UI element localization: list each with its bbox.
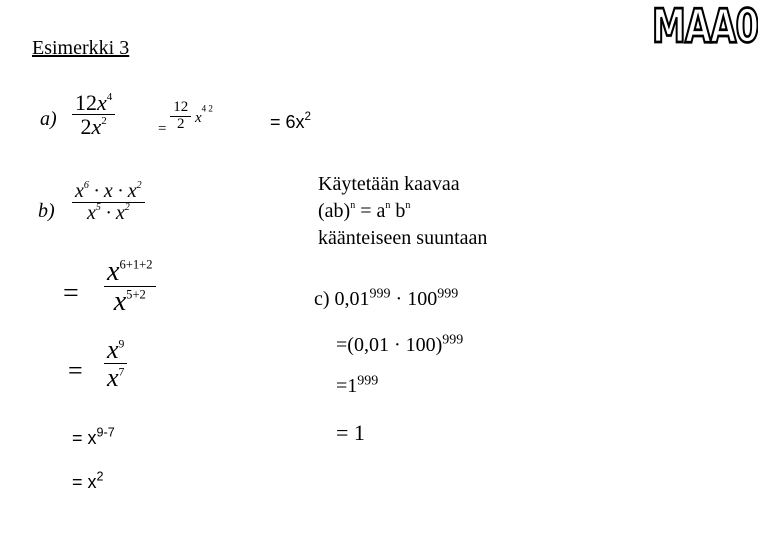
part-c-line2: $=(0,01 \cdot 100)^{999}$: [336, 332, 464, 356]
part-a-fraction: $\frac{12x^4}{2x^2}$: [72, 90, 115, 138]
page-title: Esimerkki 3: [32, 37, 130, 59]
part-a-middle-step: = $\frac{12}{2}$ $x^{4 2}$: [158, 99, 213, 137]
note-line3: käänteiseen suuntaan: [318, 227, 488, 249]
part-c-line4: = 1: [336, 420, 365, 445]
note-line2: $(ab)^n = a^n$ $b^n$: [318, 200, 411, 222]
part-b-step2-fraction: $\frac{x^9}{x^7}$: [104, 335, 127, 392]
part-b-step4: = $x^2$: [72, 469, 104, 492]
part-c-line3: $=1^{999}$: [336, 373, 379, 397]
formula-note: [318, 171, 487, 252]
part-b-step3: = $x^{9-7}$: [72, 425, 115, 448]
part-b-fraction: $\frac{x^6 \cdot x \cdot x^2}{x^5 \cdot x^2}$: [72, 180, 145, 224]
note-line1: Käytetään kaavaa: [318, 173, 460, 195]
part-a-result: = $6x^2$: [270, 109, 312, 132]
logo: MAA0: [652, 0, 758, 54]
part-b-step2-equals: =: [68, 356, 83, 385]
part-c-line1: c) $0,01^{999} \cdot 100^{999}$: [314, 286, 459, 310]
part-b-step1-fraction: $\frac{x^{6+1+2}}{x^{5+2}}$: [104, 256, 156, 317]
part-a-label: a): [40, 108, 57, 130]
part-b-label: b): [38, 200, 55, 222]
part-b-step1-equals: =: [63, 278, 79, 309]
